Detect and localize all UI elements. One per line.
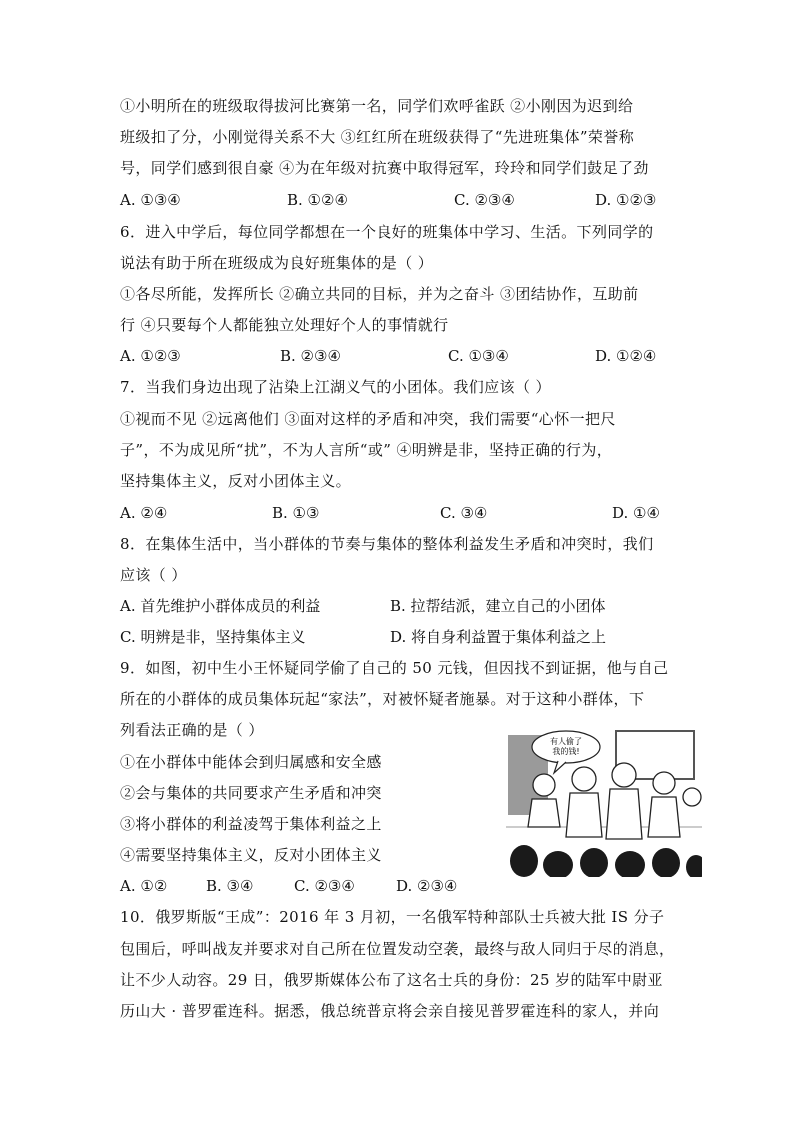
q6-line-3: ①各尽所能，发挥所长 ②确立共同的目标，并为之奋斗 ③团结协作，互助前	[120, 285, 639, 303]
q6-option-c: C. ①③④	[448, 347, 509, 365]
q5-line-2: 班级扣了分，小刚觉得关系不大 ③红红所在班级获得了“先进班集体”荣誉称	[120, 128, 635, 146]
q8-option-d: D. 将自身利益置于集体利益之上	[390, 628, 607, 646]
q6-option-a: A. ①②③	[120, 347, 181, 365]
q5-line-3: 号，同学们感到很自豪 ④为在年级对抗赛中取得冠军，玲玲和同学们鼓足了劲	[120, 159, 649, 177]
q6-option-d: D. ①②④	[595, 347, 657, 365]
q7-option-a: A. ②④	[120, 504, 168, 522]
q9-option-b: B. ③④	[206, 877, 254, 895]
q9-statement-1: ①在小群体中能体会到归属感和安全感	[120, 753, 382, 771]
q8-option-c: C. 明辨是非，坚持集体主义	[120, 628, 306, 646]
q7-option-d: D. ①④	[612, 504, 660, 522]
q8-option-a: A. 首先维护小群体成员的利益	[120, 597, 321, 615]
q9-line-2: 所在的小群体的成员集体玩起“家法”，对被怀疑者施暴。对于这种小群体，下	[120, 690, 645, 708]
q6-line-4: 行 ④只要每个人都能独立处理好个人的事情就行	[120, 316, 449, 334]
q5-line-1: ①小明所在的班级取得拔河比赛第一名，同学们欢呼雀跃 ②小刚因为迟到给	[120, 97, 634, 115]
figure-head	[533, 774, 555, 796]
q5-option-c: C. ②③④	[454, 191, 515, 209]
q9-line-1: 9．如图，初中生小王怀疑同学偷了自己的 50 元钱，但因找不到证据，他与自己	[120, 659, 669, 677]
q9-statement-3: ③将小群体的利益凌驾于集体利益之上	[120, 815, 382, 833]
q7-line-2: ①视而不见 ②远离他们 ③面对这样的矛盾和冲突，我们需要“心怀一把尺	[120, 410, 616, 428]
q6-line-2: 说法有助于所在班级成为良好班集体的是（ ）	[120, 254, 434, 272]
q5-option-a: A. ①③④	[120, 191, 181, 209]
q6-line-1: 6．进入中学后，每位同学都想在一个良好的班集体中学习、生活。下列同学的	[120, 223, 654, 241]
q9-statement-2: ②会与集体的共同要求产生矛盾和冲突	[120, 784, 382, 802]
q7-line-4: 坚持集体主义，反对小团体主义。	[120, 472, 352, 490]
q5-option-b: B. ①②④	[287, 191, 348, 209]
q10-line-1: 10．俄罗斯版“王成”：2016 年 3 月初，一名俄军特种部队士兵被大批 IS 分子	[120, 908, 665, 926]
q7-option-b: B. ①③	[272, 504, 320, 522]
q10-line-3: 让不少人动容。29 日，俄罗斯媒体公布了这名士兵的身份：25 岁的陆军中尉亚	[120, 971, 663, 989]
q9-option-d: D. ②③④	[396, 877, 458, 895]
q8-line-2: 应该（ ）	[120, 566, 187, 584]
q10-line-2: 包围后，呼叫战友并要求对自己所在位置发动空袭，最终与敌人同归于尽的消息，	[120, 940, 675, 958]
q6-option-b: B. ②③④	[280, 347, 341, 365]
q8-line-1: 8．在集体生活中，当小群体的节奏与集体的整体利益发生矛盾和冲突时，我们	[120, 535, 654, 553]
q9-option-c: C. ②③④	[294, 877, 355, 895]
q9-statement-4: ④需要坚持集体主义，反对小团体主义	[120, 846, 382, 864]
q7-line-1: 7．当我们身边出现了沾染上江湖义气的小团体。我们应该（ ）	[120, 378, 551, 396]
q7-option-c: C. ③④	[440, 504, 488, 522]
q7-line-3: 子”，不为成见所“扰”，不为人言所“或” ④明辨是非，坚持正确的行为，	[120, 441, 613, 459]
q9-line-3: 列看法正确的是（ ）	[120, 721, 264, 739]
speech-bubble-line-2: 我的钱!	[552, 747, 580, 756]
q10-line-4: 历山大 · 普罗霍连科。据悉，俄总统普京将会亲自接见普罗霍连科的家人，并向	[120, 1002, 660, 1020]
speech-bubble-line-1: 有人偷了	[550, 737, 582, 746]
bullying-cartoon-image	[506, 727, 702, 877]
q5-option-d: D. ①②③	[595, 191, 657, 209]
q9-option-a: A. ①②	[120, 877, 168, 895]
q8-option-b: B. 拉帮结派，建立自己的小团体	[390, 597, 606, 615]
